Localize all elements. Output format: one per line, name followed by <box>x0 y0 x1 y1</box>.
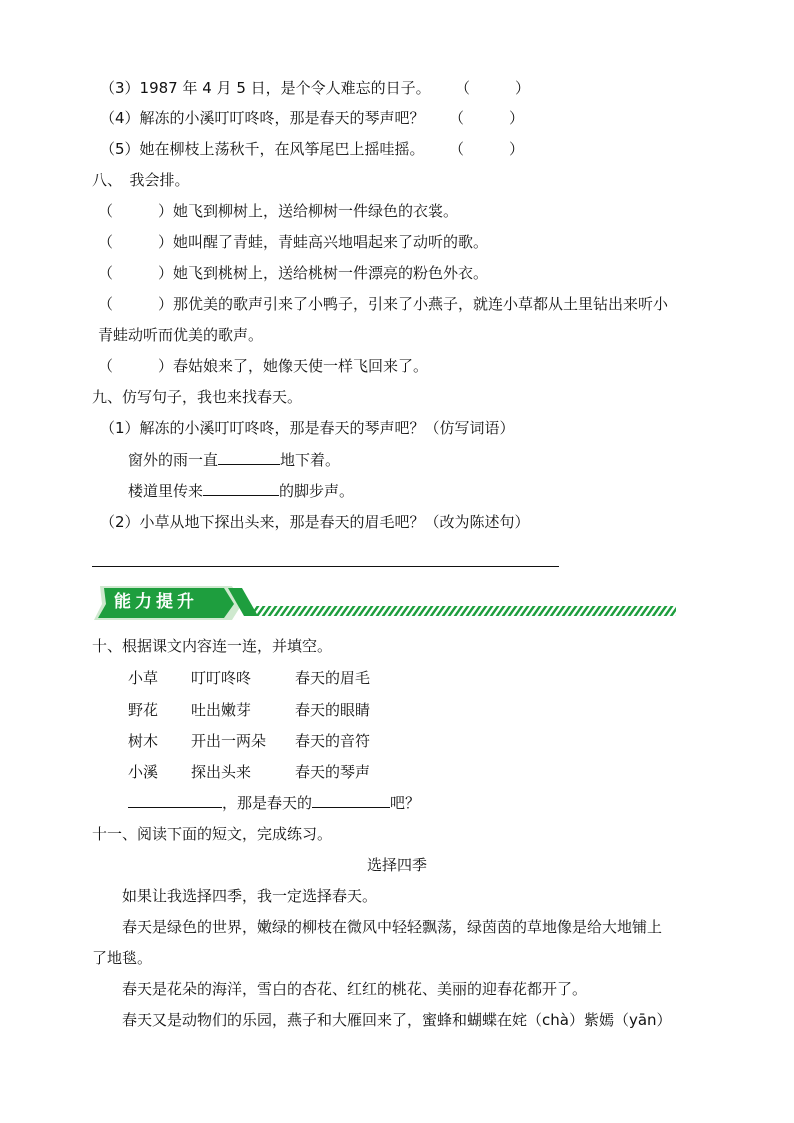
order-item <box>98 263 488 283</box>
order-item-continuation <box>98 325 263 345</box>
fill-text: ，那是春天的 <box>222 794 313 812</box>
passage-paragraph: 春天又是动物们的乐园，燕子和大雁回来了，蜜蜂和蝴蝶在姹（chà）紫嫣（yān） <box>122 1011 672 1029</box>
fill-blank[interactable] <box>128 793 222 808</box>
item-text: 1987 年 4 月 5 日，是个令人难忘的日子。 <box>139 79 431 97</box>
order-item <box>98 294 668 314</box>
match-col2-item[interactable]: 探出头来 <box>191 763 252 781</box>
item-number: （4） <box>100 109 140 127</box>
fill-blank[interactable] <box>312 793 390 808</box>
answer-line[interactable] <box>92 566 559 567</box>
fill-text: 楼道里传来 <box>128 482 204 500</box>
passage-paragraph: 春天是花朵的海洋，雪白的杏花、红红的桃花、美丽的迎春花都开了。 <box>122 980 588 998</box>
fill-blank[interactable] <box>203 481 279 496</box>
match-col1-item[interactable]: 树木 <box>128 732 159 750</box>
item-number: （5） <box>100 140 140 158</box>
section-heading-8: 八、 我会排。 <box>92 171 190 189</box>
order-item <box>98 356 428 376</box>
match-col2-item[interactable]: 吐出嫩芽 <box>191 701 252 719</box>
item-text: 解冻的小溪叮叮咚咚，那是春天的琴声吧？ <box>139 109 425 127</box>
judge-item-5 <box>100 139 425 159</box>
order-item <box>98 201 458 221</box>
match-col3-item[interactable]: 春天的音符 <box>295 732 371 750</box>
order-text: 春姑娘来了，她像天使一样飞回来了。 <box>173 357 429 375</box>
section-heading-9: 九、仿写句子，我也来找春天。 <box>92 388 303 406</box>
order-paren[interactable]: （ ） <box>98 202 174 220</box>
fill-blank[interactable] <box>218 450 280 465</box>
item-number: （3） <box>100 79 140 97</box>
match-col2-item[interactable]: 叮叮咚咚 <box>191 669 252 687</box>
rewrite-question-1: （1）解冻的小溪叮叮咚咚，那是春天的琴声吧？（仿写词语） <box>100 419 515 437</box>
answer-paren[interactable]: （ ） <box>455 79 531 97</box>
match-col2-item[interactable]: 开出一两朵 <box>191 732 267 750</box>
order-text: 那优美的歌声引来了小鸭子，引来了小燕子，就连小草都从土里钻出来听小 <box>173 295 669 313</box>
answer-paren[interactable]: （ ） <box>449 140 525 158</box>
order-text: 青蛙动听而优美的歌声。 <box>98 326 264 344</box>
answer-paren[interactable]: （ ） <box>449 109 525 127</box>
match-col1-item[interactable]: 野花 <box>128 701 159 719</box>
match-fill-sentence <box>128 793 420 813</box>
order-text: 她飞到柳树上，送给柳树一件绿色的衣裳。 <box>173 202 459 220</box>
order-text: 她叫醒了青蛙，青蛙高兴地唱起来了动听的歌。 <box>173 233 489 251</box>
fill-text: 地下着。 <box>280 451 341 469</box>
order-paren[interactable]: （ ） <box>98 264 174 282</box>
order-item <box>98 232 488 252</box>
passage-paragraph-continuation: 了地毯。 <box>92 949 153 967</box>
fill-sentence-1 <box>128 450 340 470</box>
section-heading-11: 十一、阅读下面的短文，完成练习。 <box>92 825 333 843</box>
order-paren[interactable]: （ ） <box>98 233 174 251</box>
match-col3-item[interactable]: 春天的眉毛 <box>295 669 371 687</box>
order-text: 她飞到桃树上，送给桃树一件漂亮的粉色外衣。 <box>173 264 489 282</box>
section-heading-10: 十、根据课文内容连一连，并填空。 <box>92 637 333 655</box>
order-paren[interactable]: （ ） <box>98 295 174 313</box>
match-col3-item[interactable]: 春天的琴声 <box>295 763 371 781</box>
judge-item-3 <box>100 78 431 98</box>
fill-text: 吧？ <box>390 794 421 812</box>
banner-label: 能力提升 <box>114 592 198 612</box>
match-col1-item[interactable]: 小草 <box>128 669 159 687</box>
passage-paragraph: 如果让我选择四季，我一定选择春天。 <box>122 887 378 905</box>
fill-text: 的脚步声。 <box>279 482 355 500</box>
fill-text: 窗外的雨一直 <box>128 451 219 469</box>
passage-title: 选择四季 <box>366 856 427 874</box>
passage-paragraph: 春天是绿色的世界，嫩绿的柳枝在微风中轻轻飘荡，绿茵茵的草地像是给大地铺上 <box>122 918 663 936</box>
rewrite-question-2: （2）小草从地下探出头来，那是春天的眉毛吧？（改为陈述句） <box>100 513 530 531</box>
fill-sentence-2 <box>128 481 354 501</box>
match-col1-item[interactable]: 小溪 <box>128 763 159 781</box>
match-col3-item[interactable]: 春天的眼睛 <box>295 701 371 719</box>
judge-item-4 <box>100 108 425 128</box>
ability-banner <box>92 584 682 622</box>
item-text: 她在柳枝上荡秋千，在风筝尾巴上摇哇摇。 <box>139 140 425 158</box>
order-paren[interactable]: （ ） <box>98 357 174 375</box>
